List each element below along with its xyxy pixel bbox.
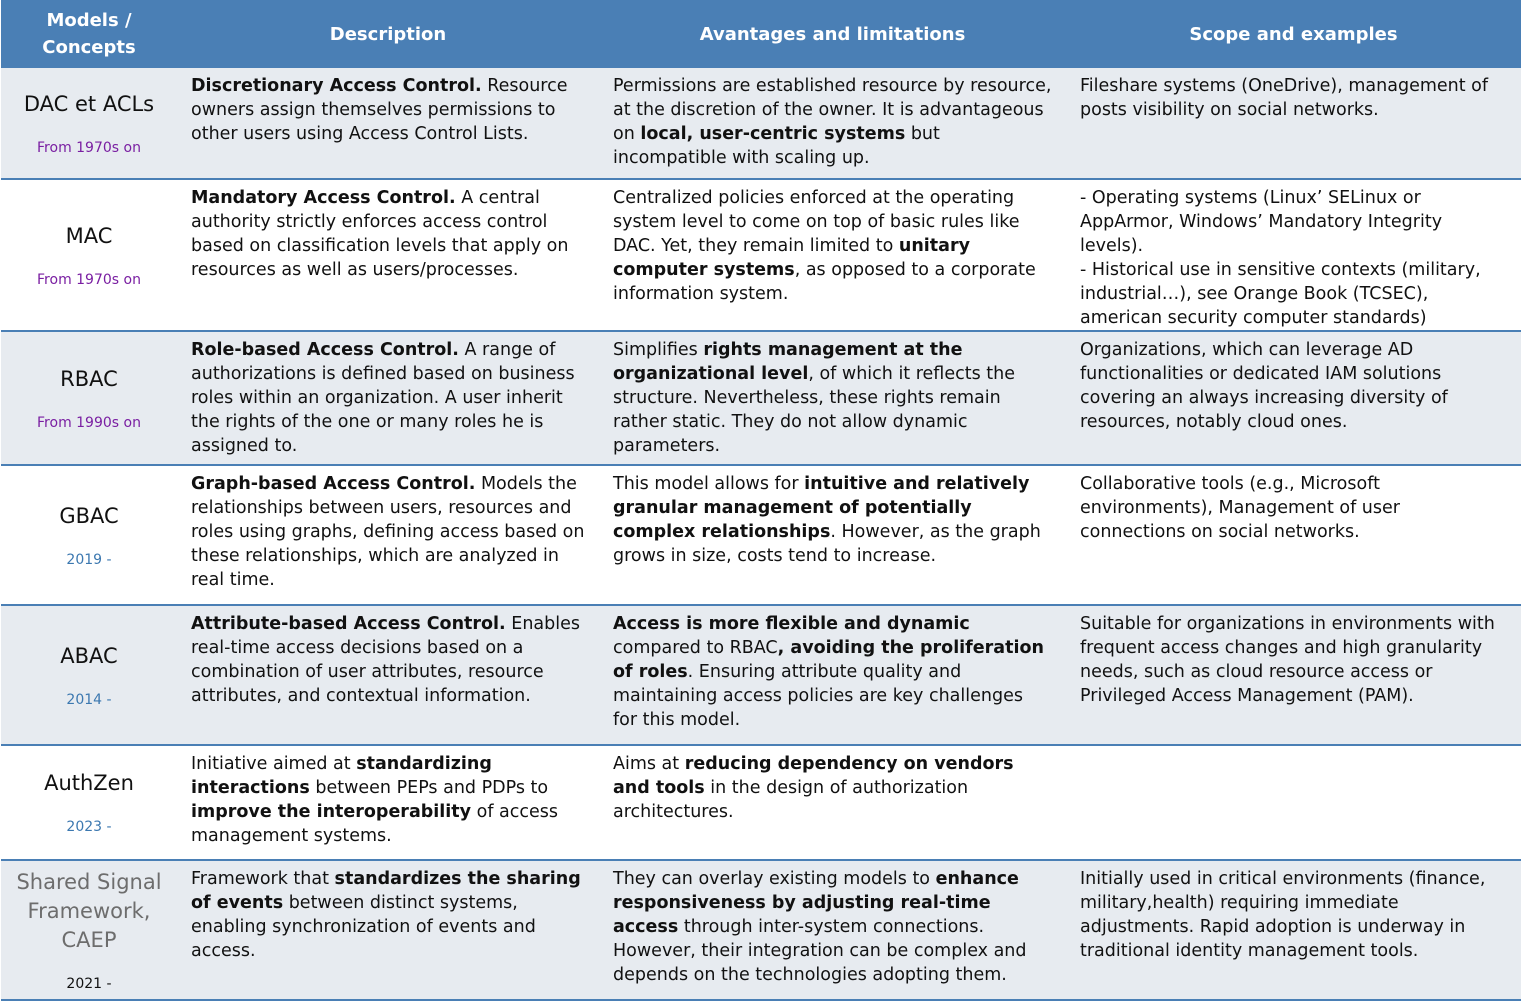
scope-cell bbox=[1066, 745, 1521, 860]
cell-text: Models the relationships between users, resources and roles using graphs, defining access based on these relationships, which are analyzed in real time. bbox=[191, 474, 585, 590]
table-row-abac bbox=[1, 605, 1521, 745]
bold-text: standardizes the sharing of events bbox=[191, 869, 581, 913]
advantages-cell bbox=[599, 179, 1066, 331]
model-name: RBAC bbox=[60, 366, 118, 391]
bold-text: Discretionary Access Control. bbox=[191, 76, 482, 96]
table-row-gbac bbox=[1, 465, 1521, 605]
cell-text: Aims at bbox=[613, 754, 685, 774]
model-name: ABAC bbox=[60, 643, 118, 668]
table-row-rbac bbox=[1, 331, 1521, 465]
bold-text: enhance responsiveness by adjusting real-time access bbox=[613, 869, 1019, 937]
model-cell bbox=[1, 68, 177, 179]
table-row-dac bbox=[1, 68, 1521, 179]
bold-text: Graph-based Access Control. bbox=[191, 474, 476, 494]
model-name: AuthZen bbox=[44, 771, 134, 795]
bold-text: Mandatory Access Control. bbox=[191, 188, 456, 208]
advantages-cell bbox=[599, 745, 1066, 860]
bold-text: reducing dependency on vendors and tools bbox=[613, 754, 1014, 798]
header-models: Models / Concepts bbox=[1, 0, 177, 68]
description-cell bbox=[177, 860, 599, 1000]
cell-text: compared to RBAC bbox=[613, 638, 778, 658]
cell-text: A central authority strictly enforces access control based on classification levels that apply on resources as well as users/processes. bbox=[191, 188, 569, 280]
bold-text: improve the interoperability bbox=[191, 802, 472, 822]
cell-text: Centralized policies enforced at the operating system level to come on top of basic rules like DAC. Yet, they remain limited to bbox=[613, 188, 1020, 256]
model-cell bbox=[1, 605, 177, 745]
bold-text: Role-based Access Control. bbox=[191, 340, 459, 360]
model-date: 2023 - bbox=[66, 819, 112, 835]
description-cell bbox=[177, 745, 599, 860]
description-cell bbox=[177, 331, 599, 465]
bold-text: , avoiding the proliferation of roles bbox=[613, 638, 1044, 682]
header-advantages: Avantages and limitations bbox=[599, 0, 1066, 68]
model-cell bbox=[1, 179, 177, 331]
cell-text: Resource owners assign themselves permissions to other users using Access Control Lists. bbox=[191, 76, 568, 144]
bold-text: local, user-centric systems bbox=[640, 124, 906, 144]
advantages-cell bbox=[599, 331, 1066, 465]
access-control-models-table bbox=[1, 0, 1521, 1001]
cell-text: but incompatible with scaling up. bbox=[613, 124, 940, 168]
header-description: Description bbox=[177, 0, 599, 68]
advantages-cell bbox=[599, 465, 1066, 605]
description-cell bbox=[177, 68, 599, 179]
table-row-authzen bbox=[1, 745, 1521, 860]
cell-text: in the design of authorization architectures. bbox=[613, 778, 969, 822]
model-date: 2019 - bbox=[66, 551, 112, 568]
cell-text: - Historical use in sensitive contexts (military, industrial…), see Orange Book (TCSEC), american security computer standards) bbox=[1080, 260, 1481, 328]
cell-text: Enables real-time access decisions based on a combination of user attributes, resource attributes, and contextual information. bbox=[191, 614, 580, 706]
cell-text: Suitable for organizations in environments with frequent access changes and high granularity needs, such as cloud resource access or Privileged Access Management (PAM). bbox=[1080, 614, 1495, 706]
cell-text: between PEPs and PDPs to bbox=[309, 778, 549, 798]
cell-text: Initially used in critical environments (finance, military,health) requiring immediate adjustments. Rapid adoption is underway in traditional identity management tools. bbox=[1080, 869, 1486, 961]
bold-text: Attribute-based Access Control. bbox=[191, 614, 506, 634]
table-row-ssf bbox=[1, 860, 1521, 1000]
advantages-cell bbox=[599, 605, 1066, 745]
advantages-cell bbox=[599, 68, 1066, 179]
model-cell bbox=[1, 860, 177, 1000]
cell-text: of access management systems. bbox=[191, 802, 559, 846]
scope-cell bbox=[1066, 331, 1521, 465]
description-cell bbox=[177, 465, 599, 605]
model-name: DAC et ACLs bbox=[23, 91, 155, 116]
model-cell bbox=[1, 331, 177, 465]
cell-text: . However, as the graph grows in size, costs tend to increase. bbox=[613, 522, 1041, 566]
model-name: GBAC bbox=[59, 503, 119, 528]
bold-text: unitary computer systems bbox=[613, 236, 971, 280]
cell-text: A range of authorizations is defined based on business roles within an organization. A user inherit the rights of the one or many roles he is assigned to. bbox=[191, 340, 575, 456]
bold-text: standardizing interactions bbox=[191, 754, 492, 798]
cell-text: Simplifies bbox=[613, 340, 704, 360]
bold-text: Access is more flexible and dynamic bbox=[613, 614, 970, 634]
bold-text: rights management at the organizational level bbox=[613, 340, 963, 384]
cell-text: Permissions are established resource by resource, at the discretion of the owner. It is advantageous on bbox=[613, 76, 1052, 144]
scope-cell bbox=[1066, 465, 1521, 605]
bold-text: intuitive and relatively granular management of potentially complex relationships bbox=[613, 474, 1030, 542]
description-cell bbox=[177, 605, 599, 745]
description-cell bbox=[177, 179, 599, 331]
header-scope: Scope and examples bbox=[1066, 0, 1521, 68]
model-name: MAC bbox=[65, 223, 113, 248]
cell-text: , as opposed to a corporate information system. bbox=[613, 260, 1036, 304]
model-date: From 1970s on bbox=[37, 139, 141, 156]
advantages-cell bbox=[599, 860, 1066, 1000]
scope-cell bbox=[1066, 179, 1521, 331]
model-date: From 1970s on bbox=[37, 271, 141, 288]
cell-text: Initiative aimed at bbox=[191, 754, 357, 774]
scope-cell bbox=[1066, 605, 1521, 745]
cell-text: between distinct systems, enabling synchronization of events and access. bbox=[191, 893, 536, 961]
cell-text: Framework that bbox=[191, 869, 335, 889]
header-row bbox=[1, 0, 1521, 68]
cell-text: through inter-system connections. However, their integration can be complex and depends on the technologies adopting them. bbox=[613, 917, 1027, 985]
cell-text: . Ensuring attribute quality and maintaining access policies are key challenges for this model. bbox=[613, 662, 1023, 730]
cell-text: Collaborative tools (e.g., Microsoft environments), Management of user connections on social networks. bbox=[1080, 474, 1400, 542]
scope-cell bbox=[1066, 860, 1521, 1000]
cell-text: This model allows for bbox=[613, 474, 805, 494]
cell-text: They can overlay existing models to bbox=[613, 869, 936, 889]
cell-text: Fileshare systems (OneDrive), management of posts visibility on social networks. bbox=[1080, 76, 1489, 120]
cell-text: Organizations, which can leverage AD functionalities or dedicated IAM solutions covering an always increasing diversity of resources, notably cloud ones. bbox=[1080, 340, 1448, 432]
model-name: Shared Signal Framework, CAEP bbox=[16, 869, 162, 952]
table-row-mac bbox=[1, 179, 1521, 331]
model-date: 2021 - bbox=[66, 975, 112, 992]
cell-text: , of which it reflects the structure. Nevertheless, these rights remain rather static. They do not allow dynamic parameters. bbox=[613, 364, 1015, 456]
model-date: 2014 - bbox=[66, 691, 112, 708]
model-cell bbox=[1, 465, 177, 605]
model-cell bbox=[1, 745, 177, 860]
model-date: From 1990s on bbox=[37, 414, 141, 431]
cell-text: - Operating systems (Linux’ SELinux or AppArmor, Windows’ Mandatory Integrity levels). bbox=[1080, 188, 1443, 256]
scope-cell bbox=[1066, 68, 1521, 179]
